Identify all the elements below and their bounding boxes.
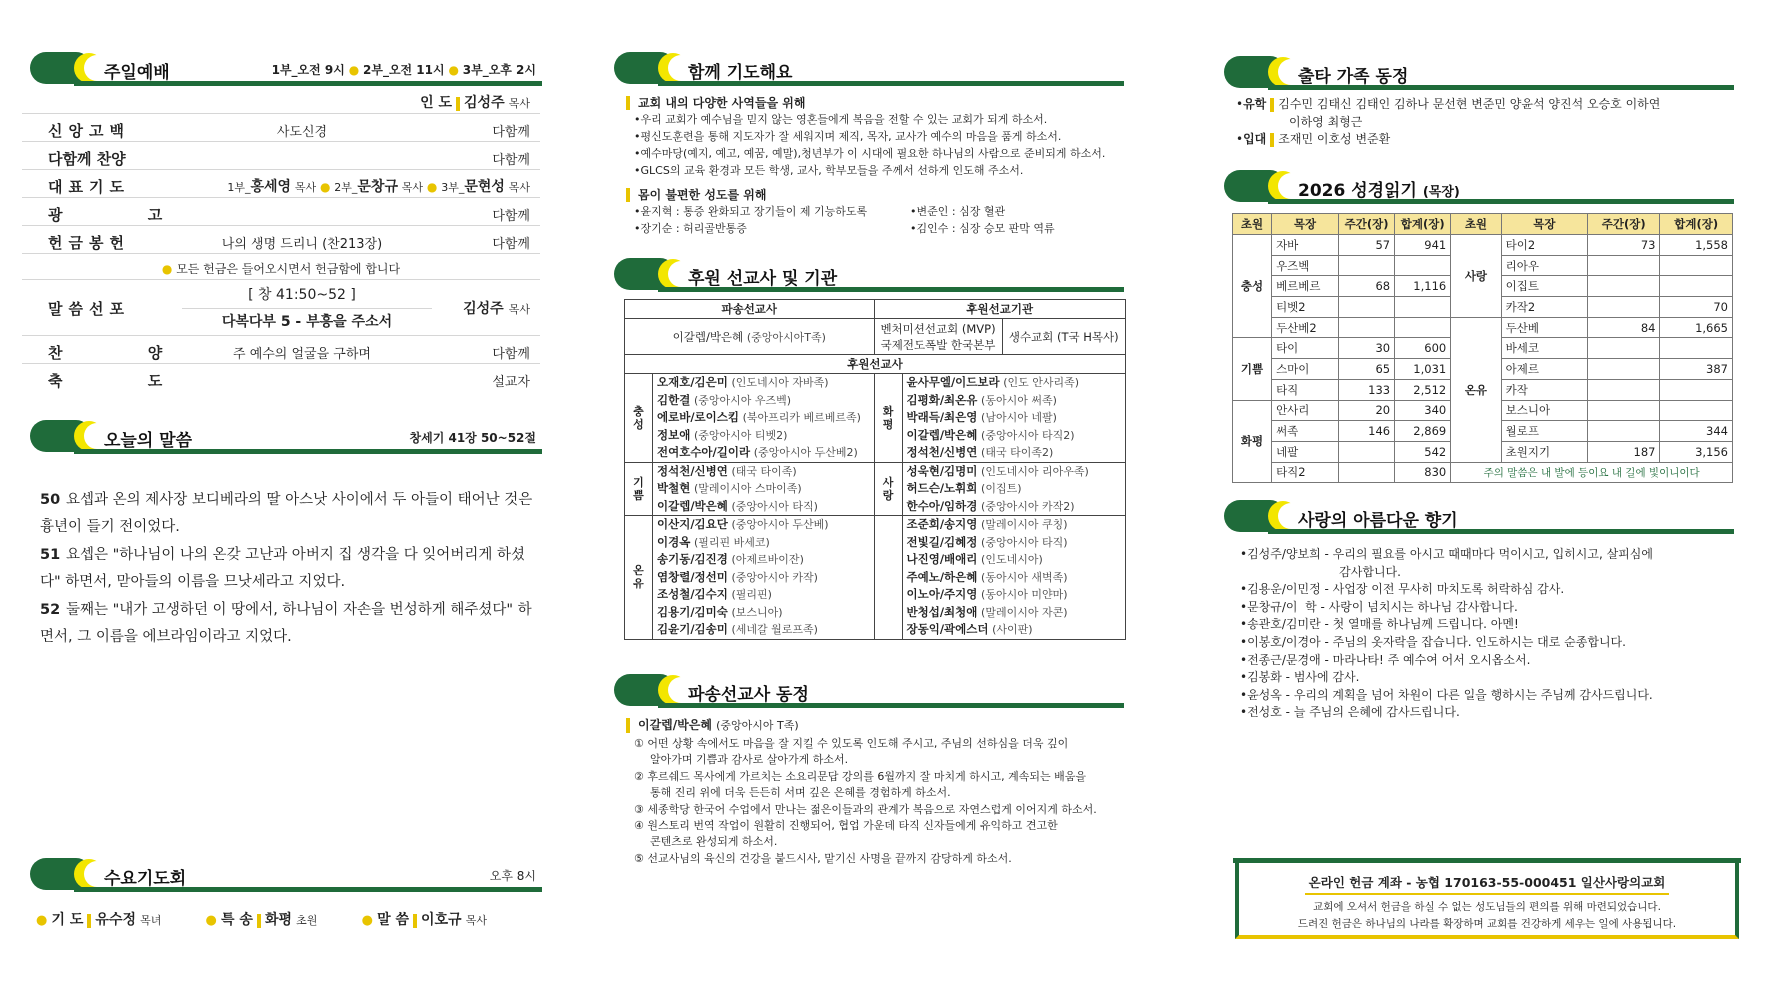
word-ref: 창세기 41장 50~52절 — [409, 431, 536, 445]
missionary-name: 박래득/최은영 — [906, 410, 978, 424]
bible-header — [1224, 170, 1734, 204]
wed-title: 수요기도회 — [104, 869, 187, 889]
bible-cell: 티벳2 — [1272, 297, 1339, 318]
missionary-name: 염창렬/정선미 — [657, 569, 728, 584]
missionary-region: (아제르바이잔) — [731, 553, 804, 566]
bible-cell: 133 — [1338, 379, 1394, 400]
missionary-name: 이노아/주지영 — [906, 587, 978, 601]
bible-cell: 이집트 — [1501, 276, 1587, 297]
missionary-entry — [657, 586, 870, 604]
missionary-name: 정석천/신병연 — [906, 445, 978, 459]
bible-cell: 70 — [1660, 297, 1733, 318]
love-item: •전성호 - 늘 주님의 은혜에 감사드립니다. — [1240, 705, 1460, 720]
online-account: 온라인 헌금 계좌 - 농협 170163-55-000451 일산사랑의교회 — [1305, 873, 1670, 895]
bible-cell — [1660, 379, 1733, 400]
bible-col-header: 초원 — [1451, 214, 1501, 235]
sick-item: •윤지혁 : 통증 완화되고 장기들이 제 기능하도록 — [634, 205, 868, 218]
online-note-2: 드려진 헌금은 하나님의 나라를 확장하며 교회를 건강하게 세우는 일에 사용됩니다. — [1297, 918, 1677, 930]
sick-item: •김인수 : 심장 승모 판막 역류 — [910, 222, 1055, 235]
bible-row — [1233, 235, 1733, 256]
missionary-entry — [907, 374, 1121, 392]
bible-col-header: 합계(장) — [1395, 214, 1451, 235]
bible-cell: 2,869 — [1395, 421, 1451, 442]
bible-cell: 안사리 — [1272, 400, 1339, 421]
missionary-entry — [907, 516, 1121, 534]
bible-cell: 387 — [1660, 359, 1733, 380]
bible-cell: 1,665 — [1660, 317, 1733, 338]
missionary-name: 김한결 — [657, 392, 691, 407]
bible-cell: 1,116 — [1395, 276, 1451, 297]
verse-51: 51 요셉은 "하나님이 나의 온갖 고난과 아버지 집 생각을 다 잊어버리게 하셨다" 하면서, 맏아들의 이름을 므낫세라고 지었다. — [40, 547, 525, 590]
bible-col-header: 목장 — [1272, 214, 1339, 235]
bible-cell: 초원지기 — [1501, 441, 1587, 462]
sent-item: ④ 원스토리 번역 작업이 원활히 진행되어, 협업 가운데 타직 신자들에게 유익하고 견고한 — [634, 819, 1058, 832]
missionary-region: (중앙아시아 카작) — [731, 570, 818, 584]
missionary-entry — [657, 604, 870, 622]
bible-col-header: 합계(장) — [1660, 214, 1733, 235]
bible-cell: 344 — [1660, 421, 1733, 442]
missionary-entry — [907, 444, 1121, 462]
missionary-region: (말레이시아 스마이족) — [693, 482, 802, 495]
missionary-region: (중앙아시아 우즈벡) — [693, 393, 792, 407]
love-item: 감사합니다. — [1240, 564, 1401, 579]
bible-cell: 바세코 — [1501, 338, 1587, 359]
sermon-block: 말씀선포 [ 창 41:50~52 ] 다복다부 5 - 부흥을 주소서 김성주 목사 — [22, 280, 540, 336]
missionary-entry — [907, 463, 1121, 481]
bible-cell: 베르베르 — [1272, 276, 1339, 297]
family-army: •입대 조재민 이호성 변준환 — [1236, 132, 1391, 146]
bible-cell: 3,156 — [1660, 441, 1733, 462]
missionary-entry — [907, 534, 1121, 552]
missionary-entry — [907, 586, 1121, 604]
sent-item: ③ 세종학당 한국어 수업에서 만나는 젊은이들과의 관계가 복음으로 자연스럽게 이어지게 하소서. — [634, 802, 1097, 816]
bible-cell — [1338, 441, 1394, 462]
online-note-1: 교회에 오셔서 헌금을 하실 수 없는 성도님들의 편의를 위해 마련되었습니다. — [1313, 901, 1661, 913]
sent-item: ② 후르쉐드 목사에게 가르치는 소요리문답 강의를 6월까지 잘 마치게 하시고, 계속되는 배움을 — [634, 769, 1086, 783]
missionary-entry — [907, 604, 1121, 622]
missionary-region: (중앙아시아 두산베) — [731, 518, 829, 531]
missionary-region: (필리핀) — [731, 588, 772, 601]
bible-cell — [1588, 421, 1660, 442]
bible-cell — [1588, 276, 1660, 297]
bible-col-header: 주간(장) — [1588, 214, 1660, 235]
missionary-entry — [657, 621, 870, 639]
missionary-name: 이갈렙/박은혜 — [906, 427, 978, 442]
missions-table: 파송선교사 후원선교기관 이갈렙/박은혜 (중앙아시아T족) 벤처미션선교회 (MVP) 국제전도폭발 한국본부 생수교회 (T국 H목사) 후원선교사 충성 오재호/김은미 (인도네시아 자바족) 김한결 (중앙아시아 우즈벡) 에로바/로이스킴 (북아프리카 베르베르족) 정보애 (중앙아시아 티벳2) 전여호수아/길이라 (중앙아시아 두산베2) 화평 윤사무엘/이드보라 (인도 안사리족) 김평화/최온유 (동아시아 써족) 박래득/최은영 (남아시아 네팔) 이갈렙/박은혜 (중앙아시아 타직2) 정석천/신병연 (태국 타이족2) 기쁨 정석천/신병연 (태국 타이족) 박철현 (말레이시아 스마이족) 이갈렙/박은혜 (중앙아시아 타직) 사랑 성욱현/김명미 (인도네시아 리아우족) 허드슨/노휘희 (이집트) 한수아/임하경 (중앙아시아 카작2) 온유 이산지/김요단 (중앙아시아 두산베) 이경옥 (필리핀 바세코) 송기동/김진경 (아제르바이잔) 염창렬/정선미 (중앙아시아 카작) 조성철/김수지 (필리핀) 김용기/김미숙 (보스니아) 김윤기/김송미 (세네갈 월로프족) 조준희/송지영 (말레이시아 쿠칭) 전빛길/김혜정 (중앙아시아 타직) 나진영/배애리 (인도네시아) 주예노/하은혜 (동아시아 새벽족) 이노아/주지영 (동아시아 미얀마) 반청섭/최청애 (말레이시아 자콘) 장동익/곽에스더 (사이판) — [624, 299, 1126, 640]
missionary-entry — [657, 463, 870, 481]
missionary-name: 오재호/김은미 — [657, 375, 728, 389]
love-header — [1224, 500, 1734, 534]
bible-group: 사랑 — [1451, 235, 1501, 318]
missionary-name: 박철현 — [657, 481, 691, 495]
pray-heading-ministry: 교회 내의 다양한 사역들을 위해 — [626, 96, 805, 110]
love-title: 사랑의 아름다운 향기 — [1298, 511, 1458, 531]
missionary-region: (북아프리카 베르베르족) — [742, 411, 861, 424]
bible-cell: 600 — [1395, 338, 1451, 359]
missionary-name: 이갈렙/박은혜 — [657, 498, 728, 513]
missionary-entry — [907, 409, 1121, 427]
worship-title: 주일예배 — [104, 63, 170, 83]
missionary-entry — [907, 569, 1121, 587]
bible-cell: 카작2 — [1501, 297, 1587, 318]
sent-title: 파송선교사 동정 — [688, 685, 809, 705]
bible-cell — [1338, 297, 1394, 318]
bible-cell — [1588, 338, 1660, 359]
love-item: •윤성옥 - 우리의 계획을 넘어 차원이 다른 일을 행하시는 주님께 감사드립니다. — [1240, 687, 1653, 702]
family-header — [1224, 56, 1734, 90]
row-blessing: 축 도 설교자 — [48, 372, 530, 390]
bible-col-header: 목장 — [1501, 214, 1587, 235]
love-item: •김봉화 - 범사에 감사. — [1240, 670, 1360, 685]
love-item: •송관호/김미란 - 첫 열매를 하나님께 드립니다. 아멘! — [1240, 617, 1519, 632]
bible-cell: 타직2 — [1272, 462, 1339, 483]
sent-item: 통해 진리 위에 더욱 든든히 서며 깊은 은혜를 경험하게 하소서. — [650, 786, 951, 800]
missionary-region: (중앙아시아 카작2) — [981, 499, 1075, 513]
missionary-entry — [657, 409, 870, 427]
bible-cell — [1660, 400, 1733, 421]
missionary-region: (동아시아 써족) — [981, 393, 1057, 407]
word-header — [30, 420, 542, 454]
missionary-name: 김용기/김미숙 — [657, 604, 728, 619]
bible-title: 2026 성경읽기 (목장) — [1298, 181, 1460, 201]
sent-who: 이갈렙/박은혜 (중앙아시아 T족) — [626, 718, 799, 733]
love-item: •이봉호/이경아 - 주님의 옷자락을 잡습니다. 인도하시는 대로 순종합니다. — [1240, 635, 1626, 649]
bible-cell: 68 — [1338, 276, 1394, 297]
missionary-name: 전여호수아/길이라 — [657, 445, 751, 459]
row-creed: 신앙고백 사도신경 다함께 — [22, 114, 540, 142]
missionary-region: (중앙아시아 타직) — [731, 499, 818, 513]
missionary-region: (사이판) — [992, 623, 1033, 636]
bible-row — [1233, 462, 1733, 483]
missionary-entry — [907, 392, 1121, 410]
bible-cell — [1588, 400, 1660, 421]
bible-col-header: 초원 — [1233, 214, 1272, 235]
missionary-region: (중앙아시아 타직2) — [981, 428, 1075, 442]
missionary-entry — [907, 498, 1121, 516]
bible-cell: 2,512 — [1395, 379, 1451, 400]
missionary-entry — [657, 480, 870, 498]
missionary-name: 송기동/김진경 — [657, 552, 728, 566]
missionary-name: 정보애 — [657, 427, 691, 442]
missionary-entry — [657, 534, 870, 552]
missionary-region: (인도네시아) — [981, 553, 1043, 566]
sent-item: 알아가며 기쁨과 감사로 살아가게 하소서. — [650, 753, 849, 767]
row-offering: 헌금봉헌 나의 생명 드리니 (찬213장) 다함께 — [22, 226, 540, 254]
missionary-name: 윤사무엘/이드보라 — [906, 375, 1000, 389]
missionary-entry — [657, 498, 870, 516]
bible-cell — [1338, 317, 1394, 338]
bible-cell — [1395, 297, 1451, 318]
bible-cell: 84 — [1588, 317, 1660, 338]
missionary-region: (동아시아 미얀마) — [981, 588, 1068, 601]
wed-time: 오후 8시 — [489, 869, 536, 883]
missionary-entry — [907, 551, 1121, 569]
missionary-name: 김평화/최온유 — [906, 392, 978, 407]
bible-cell: 830 — [1395, 462, 1451, 483]
missionary-name: 나진영/배애리 — [906, 552, 978, 566]
bible-cell: 우즈벡 — [1272, 255, 1339, 276]
bible-cell — [1338, 462, 1394, 483]
love-item: •김성주/양보희 - 우리의 필요를 아시고 때때마다 먹이시고, 입히시고, 살피심에 — [1240, 547, 1653, 561]
bible-cell: 스마이 — [1272, 359, 1339, 380]
missionary-region: (인도네시아 자바족) — [731, 376, 829, 389]
missionary-region: (보스니아) — [731, 605, 783, 619]
missionary-region: (중앙아시아 두산베2) — [753, 446, 858, 459]
pray-title: 함께 기도해요 — [688, 63, 793, 83]
bible-group: 충성 — [1233, 235, 1272, 338]
bible-footer: 주의 말씀은 내 발에 등이요 내 길에 빛이니이다 — [1451, 462, 1733, 483]
missionary-entry — [657, 444, 870, 462]
sent-header — [614, 674, 1124, 708]
missionary-name: 이경옥 — [657, 534, 691, 549]
missionary-region: (말레이시아 쿠칭) — [981, 518, 1068, 531]
sent-item: ① 어떤 상황 속에서도 마음을 잘 지킬 수 있도록 인도해 주시고, 주님의 선하심을 더욱 깊이 — [634, 737, 1069, 750]
pray-heading-sick: 몸이 불편한 성도를 위해 — [626, 188, 766, 202]
missionary-region: (동아시아 새벽족) — [981, 570, 1068, 584]
love-item: •전종근/문경애 - 마라나타! 주 예수여 어서 오시옵소서. — [1240, 652, 1531, 667]
bible-cell: 146 — [1338, 421, 1394, 442]
missionary-name: 에로바/로이스킴 — [657, 410, 739, 424]
missionary-name: 반청섭/최청애 — [906, 604, 978, 619]
wed-roles: ● 기 도 유수정 목녀 ● 특 송 화평 초원 ● 말 씀 이호규 목사 — [36, 912, 487, 928]
pray-item: •예수마당(예지, 예고, 예꿈, 예말),청년부가 이 시대에 필요한 하나님의 사람으로 준비되게 하소서. — [634, 147, 1106, 160]
missionary-name: 성욱현/김명미 — [906, 463, 978, 478]
worship-times: 1부_오전 9시 ● 2부_오전 11시 ● 3부_오후 2시 — [271, 63, 536, 77]
missionary-region: (중앙아시아 티벳2) — [693, 428, 788, 442]
sick-item: •장기순 : 허리골반통증 — [634, 222, 747, 235]
missionary-region: (말레이시아 자콘) — [981, 605, 1068, 619]
wed-header — [30, 858, 542, 892]
missionary-region: (이집트) — [981, 482, 1022, 495]
pray-item: •평신도훈련을 통해 지도자가 잘 세워지며 제직, 목자, 교사가 예수의 마음을 품게 하소서. — [634, 130, 1062, 143]
missionary-name: 김윤기/김송미 — [657, 622, 728, 636]
worship-header — [30, 52, 542, 86]
missionary-region: (태국 타이족) — [731, 464, 797, 478]
row-announce: 광 고 다함께 — [22, 198, 540, 226]
verse-52: 52 둘째는 "내가 고생하던 이 땅에서, 하나님이 자손을 번성하게 해주셨다" 하면서, 그 이름을 에브라임이라고 지었다. — [40, 602, 532, 645]
missionary-name: 한수아/임하경 — [906, 498, 978, 513]
bible-group: 화평 — [1233, 400, 1272, 483]
missionary-region: (필리핀 바세코) — [693, 535, 770, 549]
missionary-region: (인도 안사리족) — [1003, 376, 1080, 389]
missionary-region: (세네갈 월로프족) — [731, 623, 818, 636]
bible-cell: 1,031 — [1395, 359, 1451, 380]
bible-cell: 340 — [1395, 400, 1451, 421]
offering-note: ● 모든 헌금은 들어오시면서 헌금함에 합니다 — [22, 254, 540, 280]
bible-cell — [1338, 255, 1394, 276]
bible-table — [1232, 213, 1733, 483]
row-praise: 찬 양 주 예수의 얼굴을 구하며 다함께 — [22, 336, 540, 364]
bible-cell — [1588, 359, 1660, 380]
bible-cell: 보스니아 — [1501, 400, 1587, 421]
row-prayer: 대표기도 1부_홍세영 목사 ● 2부_문창규 목사 ● 3부_문현성 목사 — [22, 170, 540, 198]
missions-title: 후원 선교사 및 기관 — [688, 269, 838, 289]
missionary-name: 이산지/김요단 — [657, 517, 728, 531]
bible-cell: 30 — [1338, 338, 1394, 359]
family-title: 출타 가족 동정 — [1298, 67, 1409, 87]
bible-cell: 타직 — [1272, 379, 1339, 400]
bible-cell — [1395, 255, 1451, 276]
online-giving-box — [1235, 863, 1739, 939]
family-study-2: 이하영 최형근 — [1289, 115, 1363, 129]
missionary-entry — [657, 392, 870, 410]
leader-line: 인 도 김성주 목사 — [22, 88, 540, 114]
love-item: •문창규/이 학 - 사랑이 넘치시는 하나님 감사합니다. — [1240, 599, 1518, 614]
missionary-name: 조준희/송지영 — [906, 517, 978, 531]
missionary-entry — [907, 621, 1121, 639]
missionary-region: (중앙아시아 타직) — [981, 535, 1068, 549]
bible-cell: 187 — [1588, 441, 1660, 462]
bible-cell — [1660, 276, 1733, 297]
bible-cell: 73 — [1588, 235, 1660, 256]
row-praise-together: 다함께 찬양 다함께 — [22, 142, 540, 170]
missionary-entry — [657, 551, 870, 569]
bible-cell — [1660, 255, 1733, 276]
bible-cell: 아제르 — [1501, 359, 1587, 380]
bible-group: 기쁨 — [1233, 338, 1272, 400]
bible-cell: 카작 — [1501, 379, 1587, 400]
missionary-entry — [657, 516, 870, 534]
bible-cell: 타이2 — [1501, 235, 1587, 256]
family-study: •유학 김수민 김태신 김태인 김하나 문선현 변준민 양윤석 양진석 오승호 이하연 — [1236, 97, 1661, 111]
bible-cell: 써족 — [1272, 421, 1339, 442]
sent-item: ⑤ 선교사님의 육신의 건강을 붙드시사, 맡기신 사명을 끝까지 감당하게 하소서. — [634, 851, 1012, 865]
missionary-entry — [907, 480, 1121, 498]
missionary-region: (인도네시아 리아우족) — [981, 464, 1089, 478]
missionary-region: (태국 타이족2) — [981, 446, 1054, 459]
bible-cell: 57 — [1338, 235, 1394, 256]
bible-col-header: 주간(장) — [1338, 214, 1394, 235]
verse-50: 50 요셉과 온의 제사장 보디베라의 딸 아스낫 사이에서 두 아들이 태어난 것은 흉년이 들기 전이었다. — [40, 492, 533, 535]
love-item: •김용운/이민정 - 사업장 이전 무사히 마치도록 허락하심 감사. — [1240, 582, 1565, 597]
pray-header — [614, 52, 1124, 86]
bible-cell: 리아우 — [1501, 255, 1587, 276]
bible-cell: 두산베 — [1501, 317, 1587, 338]
bible-cell — [1395, 317, 1451, 338]
missionary-name: 장동익/곽에스더 — [906, 622, 989, 636]
bible-cell — [1588, 379, 1660, 400]
missionary-name: 정석천/신병연 — [657, 463, 728, 478]
bible-cell: 월로프 — [1501, 421, 1587, 442]
bible-cell: 타이 — [1272, 338, 1339, 359]
bible-cell: 1,558 — [1660, 235, 1733, 256]
missions-header — [614, 258, 1124, 292]
sick-item: •변준인 : 심장 혈관 — [910, 205, 1006, 218]
missionary-name: 조성철/김수지 — [657, 587, 728, 601]
bible-cell: 542 — [1395, 441, 1451, 462]
pray-item: •우리 교회가 예수님을 믿지 않는 영혼들에게 복음을 전할 수 있는 교회가 되게 하소서. — [634, 113, 1048, 126]
missionary-name: 주예노/하은혜 — [906, 569, 978, 584]
bible-cell: 네팔 — [1272, 441, 1339, 462]
missionary-name: 허드슨/노휘희 — [906, 481, 978, 495]
missionary-entry — [657, 569, 870, 587]
missionary-entry — [907, 427, 1121, 445]
bible-cell: 941 — [1395, 235, 1451, 256]
bible-cell: 두산베2 — [1272, 317, 1339, 338]
bible-row — [1233, 317, 1733, 338]
missionary-entry — [657, 427, 870, 445]
bible-cell — [1588, 255, 1660, 276]
bible-cell — [1660, 338, 1733, 359]
missionary-name: 전빛길/김혜정 — [906, 534, 978, 549]
bible-cell: 65 — [1338, 359, 1394, 380]
bible-cell — [1588, 297, 1660, 318]
pray-item: •GLCS의 교육 환경과 모든 학생, 교사, 학부모들을 주께서 선하게 인도해 주소서. — [634, 164, 1024, 177]
missionary-entry — [657, 374, 870, 392]
bible-cell: 자바 — [1272, 235, 1339, 256]
bible-cell: 20 — [1338, 400, 1394, 421]
bible-group: 온유 — [1451, 317, 1501, 462]
word-title: 오늘의 말씀 — [104, 431, 193, 451]
sent-item: 콘텐츠로 완성되게 하소서. — [650, 835, 778, 849]
missionary-region: (남아시아 네팔) — [981, 411, 1057, 424]
